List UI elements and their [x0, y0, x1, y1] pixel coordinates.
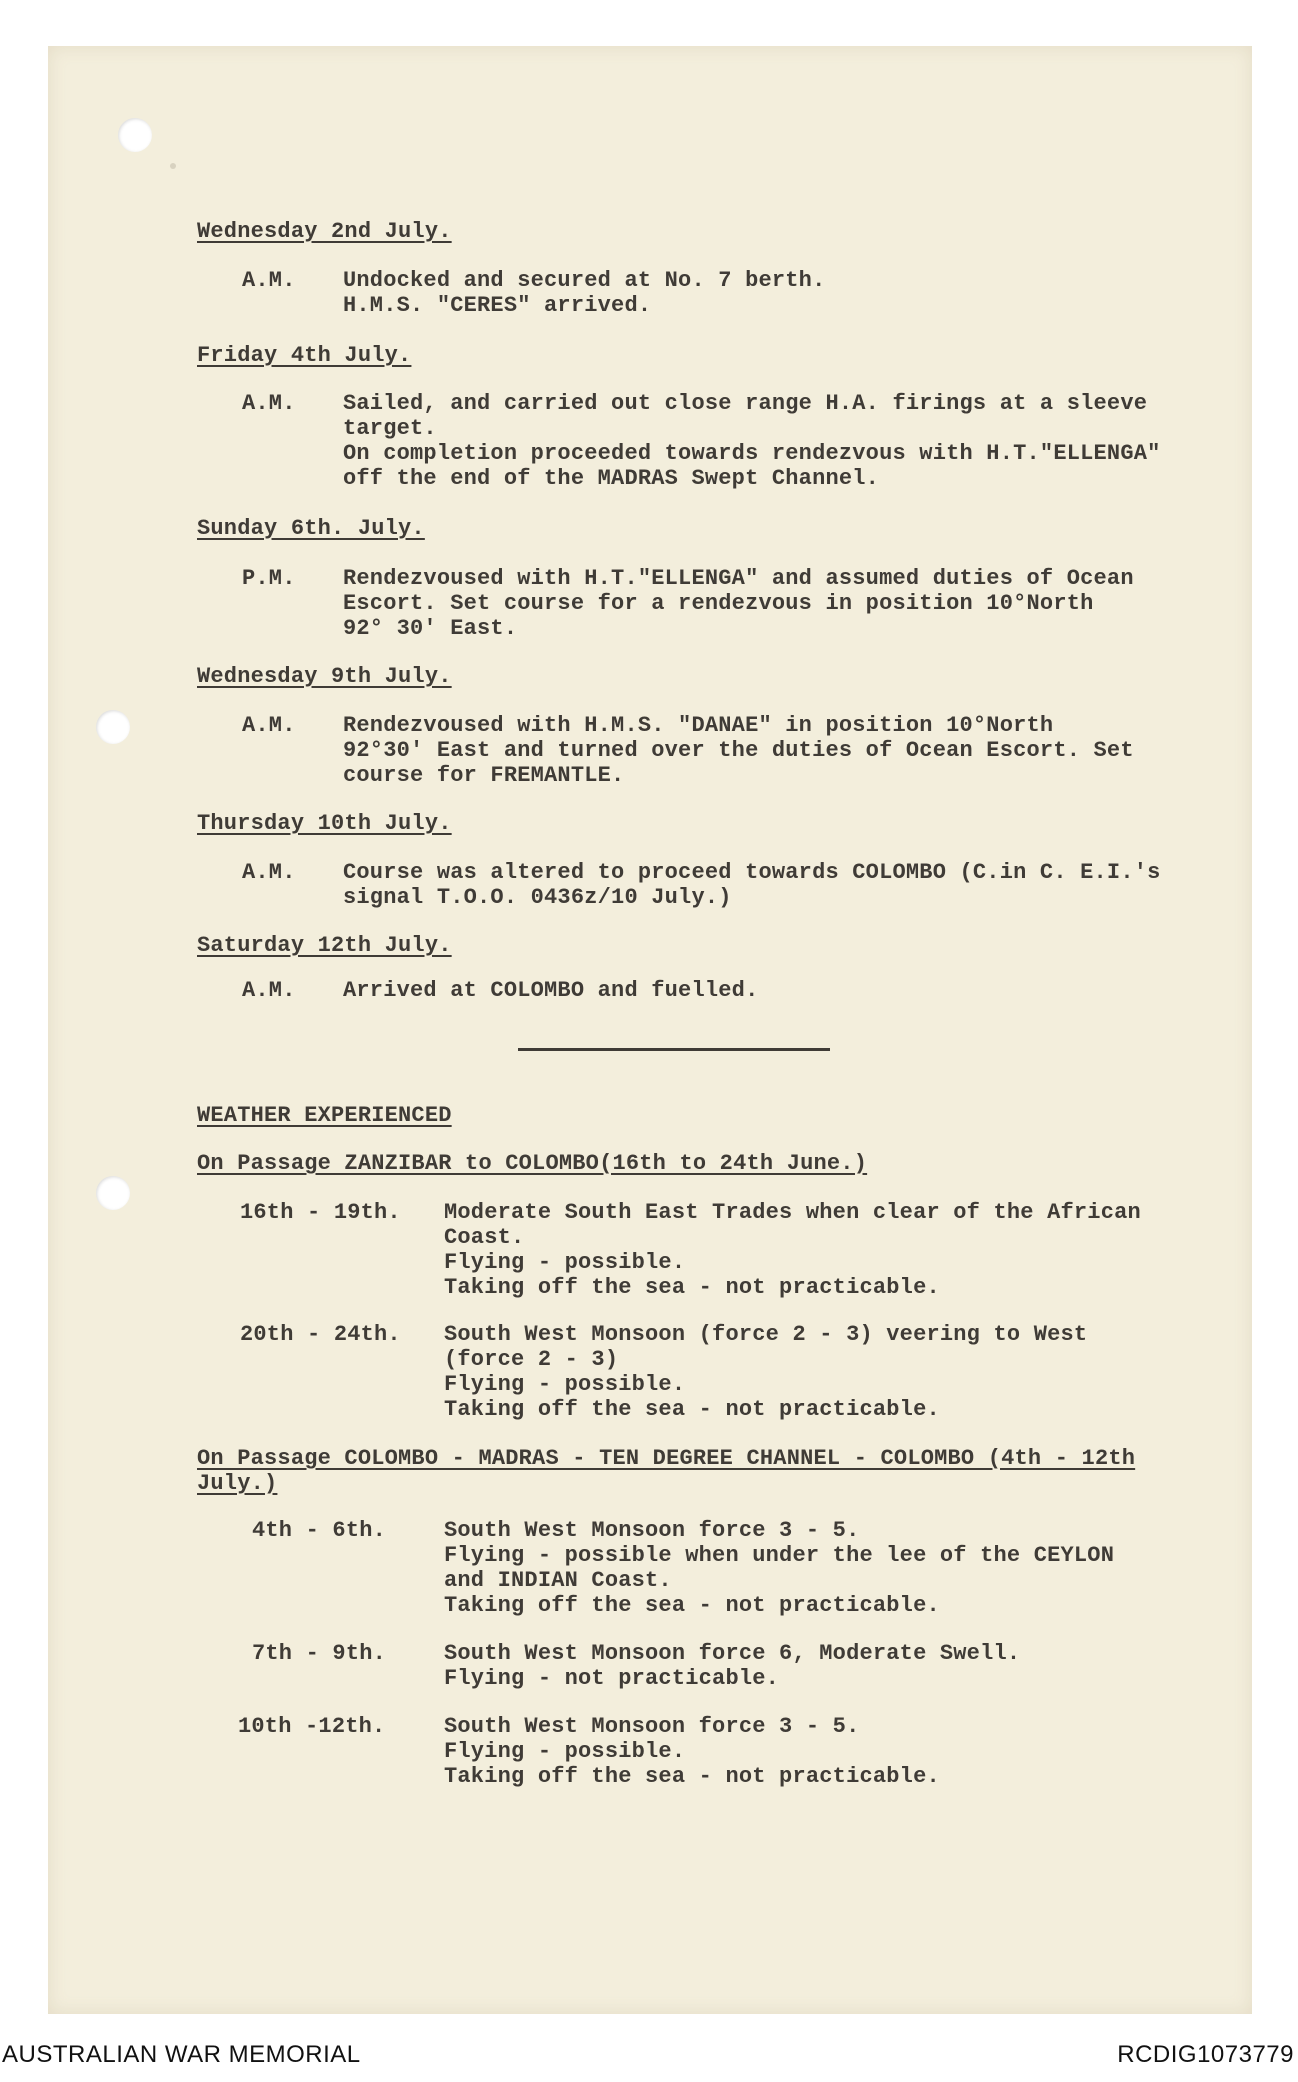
- diary-time: A.M.: [242, 391, 296, 416]
- weather-line: Flying - not practicable.: [444, 1666, 780, 1691]
- diary-line: Sailed, and carried out close range H.A. firings at a sleeve: [343, 391, 1148, 416]
- diary-time: A.M.: [242, 860, 296, 885]
- diary-line: On completion proceeded towards rendezvous with H.T."ELLENGA": [343, 441, 1161, 466]
- diary-heading: Wednesday 2nd July.: [197, 219, 452, 244]
- passage-heading: On Passage COLOMBO - MADRAS - TEN DEGREE CHANNEL - COLOMBO (4th - 12th: [197, 1446, 1136, 1471]
- diary-time: A.M.: [242, 268, 296, 293]
- diary-line: Escort. Set course for a rendezvous in position 10°North: [343, 591, 1094, 616]
- weather-line: South West Monsoon (force 2 - 3) veering to West: [444, 1322, 1088, 1347]
- diary-heading: Friday 4th July.: [197, 343, 412, 368]
- weather-line: South West Monsoon force 3 - 5.: [444, 1714, 860, 1739]
- diary-heading: Sunday 6th. July.: [197, 516, 425, 541]
- punch-hole: [96, 710, 130, 744]
- weather-line: Flying - possible.: [444, 1250, 686, 1275]
- diary-line: H.M.S. "CERES" arrived.: [343, 293, 652, 318]
- weather-line: South West Monsoon force 3 - 5.: [444, 1518, 860, 1543]
- diary-line: off the end of the MADRAS Swept Channel.: [343, 466, 880, 491]
- diary-line: 92° 30' East.: [343, 616, 518, 641]
- diary-line: Rendezvoused with H.M.S. "DANAE" in position 10°North: [343, 713, 1054, 738]
- weather-dates: 20th - 24th.: [240, 1322, 401, 1347]
- weather-dates: 10th -12th.: [238, 1714, 386, 1739]
- weather-line: Flying - possible.: [444, 1372, 686, 1397]
- diary-line: course for FREMANTLE.: [343, 763, 625, 788]
- diary-line: 92°30' East and turned over the duties of Ocean Escort. Set: [343, 738, 1134, 763]
- footer-record-id: RCDIG1073779: [1117, 2041, 1294, 2068]
- diary-heading: Wednesday 9th July.: [197, 664, 452, 689]
- weather-line: Taking off the sea - not practicable.: [444, 1593, 940, 1618]
- punch-hole: [96, 1176, 130, 1210]
- weather-line: Taking off the sea - not practicable.: [444, 1397, 940, 1422]
- punch-hole: [118, 118, 152, 152]
- weather-line: and INDIAN Coast.: [444, 1568, 672, 1593]
- weather-line: Moderate South East Trades when clear of the African: [444, 1200, 1141, 1225]
- diary-line: target.: [343, 416, 437, 441]
- weather-line: Taking off the sea - not practicable.: [444, 1764, 940, 1789]
- weather-dates: 7th - 9th.: [252, 1641, 387, 1666]
- passage-heading: On Passage ZANZIBAR to COLOMBO(16th to 24th June.): [197, 1151, 868, 1176]
- paper-speck: [170, 163, 176, 169]
- diary-time: P.M.: [242, 566, 296, 591]
- footer-institution: AUSTRALIAN WAR MEMORIAL: [2, 2041, 361, 2068]
- diary-line: Undocked and secured at No. 7 berth.: [343, 268, 826, 293]
- diary-time: A.M.: [242, 978, 296, 1003]
- weather-line: (force 2 - 3): [444, 1347, 619, 1372]
- diary-heading: Thursday 10th July.: [197, 811, 452, 836]
- weather-line: South West Monsoon force 6, Moderate Swell.: [444, 1641, 1021, 1666]
- weather-dates: 16th - 19th.: [240, 1200, 401, 1225]
- weather-line: Flying - possible when under the lee of the CEYLON: [444, 1543, 1115, 1568]
- weather-dates: 4th - 6th.: [252, 1518, 387, 1543]
- weather-line: Flying - possible.: [444, 1739, 686, 1764]
- diary-line: Arrived at COLOMBO and fuelled.: [343, 978, 759, 1003]
- weather-line: Taking off the sea - not practicable.: [444, 1275, 940, 1300]
- diary-heading: Saturday 12th July.: [197, 933, 452, 958]
- diary-line: Course was altered to proceed towards COLOMBO (C.in C. E.I.'s: [343, 860, 1161, 885]
- passage-heading: July.): [197, 1471, 278, 1496]
- weather-title: WEATHER EXPERIENCED: [197, 1103, 452, 1128]
- section-divider: [518, 1048, 830, 1051]
- weather-line: Coast.: [444, 1225, 525, 1250]
- diary-time: A.M.: [242, 713, 296, 738]
- diary-line: Rendezvoused with H.T."ELLENGA" and assumed duties of Ocean: [343, 566, 1134, 591]
- diary-line: signal T.O.O. 0436z/10 July.): [343, 885, 732, 910]
